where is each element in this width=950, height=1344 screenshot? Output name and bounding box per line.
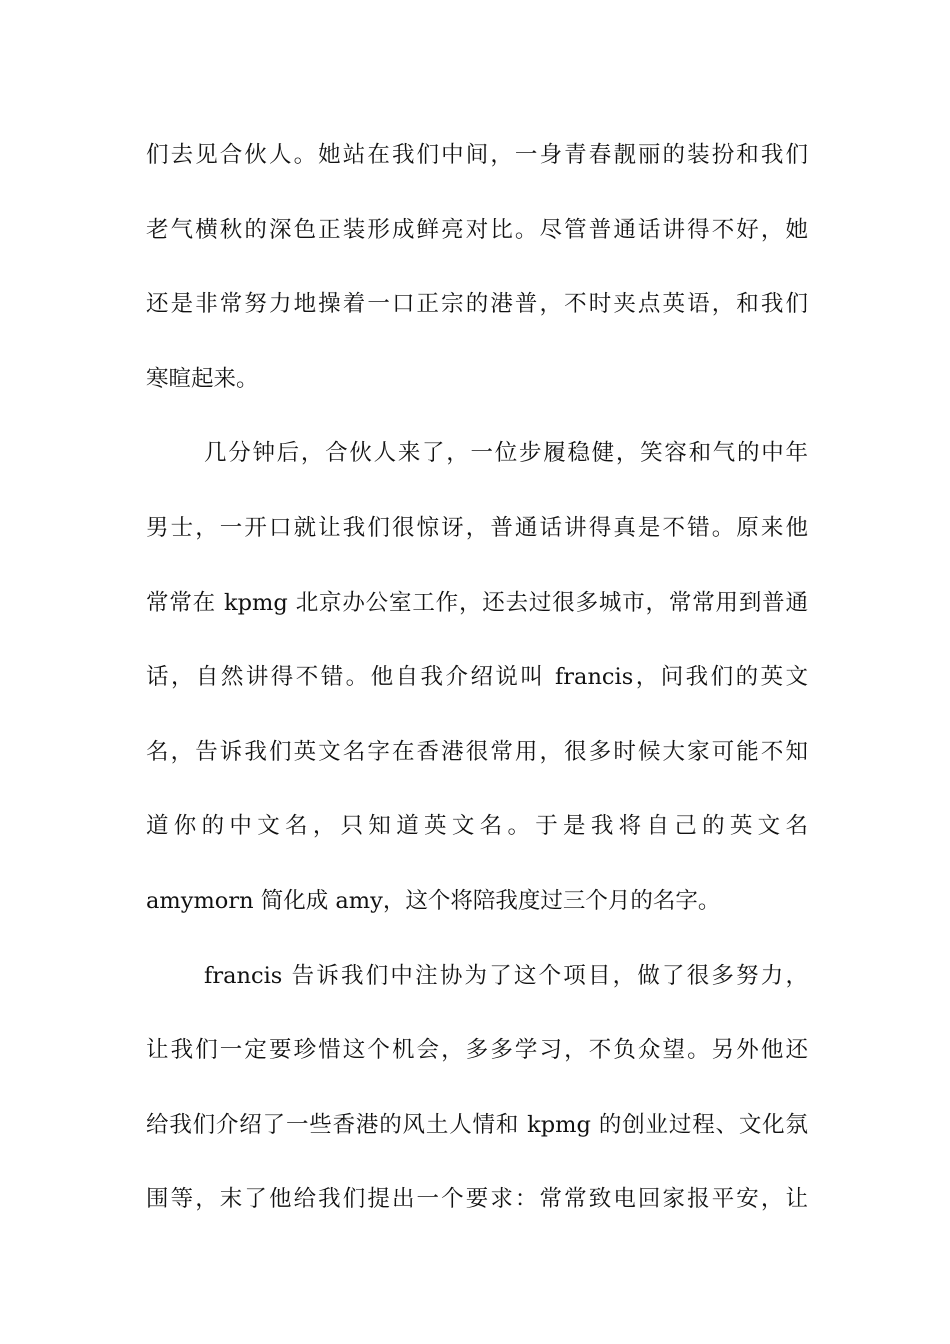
- text-line: 常常在 kpmg 北京办公室工作，还去过很多城市，常常用到普通: [146, 589, 808, 616]
- text-line: 话，自然讲得不错。他自我介绍说叫 francis，问我们的英文: [146, 664, 808, 691]
- text-line: 名，告诉我们英文名字在香港很常用，很多时候大家可能不知: [146, 738, 808, 765]
- text-line: 几分钟后，合伙人来了，一位步履稳健，笑容和气的中年: [204, 440, 808, 467]
- text-line: 还是非常努力地操着一口正宗的港普，不时夹点英语，和我们: [146, 291, 808, 318]
- text-line: 男士，一开口就让我们很惊讶，普通话讲得真是不错。原来他: [146, 514, 808, 541]
- text-line: 老气横秋的深色正装形成鲜亮对比。尽管普通话讲得不好，她: [146, 216, 808, 243]
- text-line: francis 告诉我们中注协为了这个项目，做了很多努力，: [204, 962, 808, 989]
- text-line: 道你的中文名，只知道英文名。于是我将自己的英文名: [146, 813, 808, 840]
- text-line: 们去见合伙人。她站在我们中间，一身青春靓丽的装扮和我们: [146, 142, 808, 168]
- text-line: 围等，末了他给我们提出一个要求：常常致电回家报平安，让: [146, 1186, 808, 1213]
- text-line: 寒暄起来。: [146, 365, 259, 392]
- text-line: 让我们一定要珍惜这个机会，多多学习，不负众望。另外他还: [146, 1037, 808, 1064]
- text-line: 给我们介绍了一些香港的风土人情和 kpmg 的创业过程、文化氛: [146, 1111, 808, 1138]
- body-text: [146, 118, 808, 1237]
- text-line: amymorn 简化成 amy，这个将陪我度过三个月的名字。: [146, 887, 721, 914]
